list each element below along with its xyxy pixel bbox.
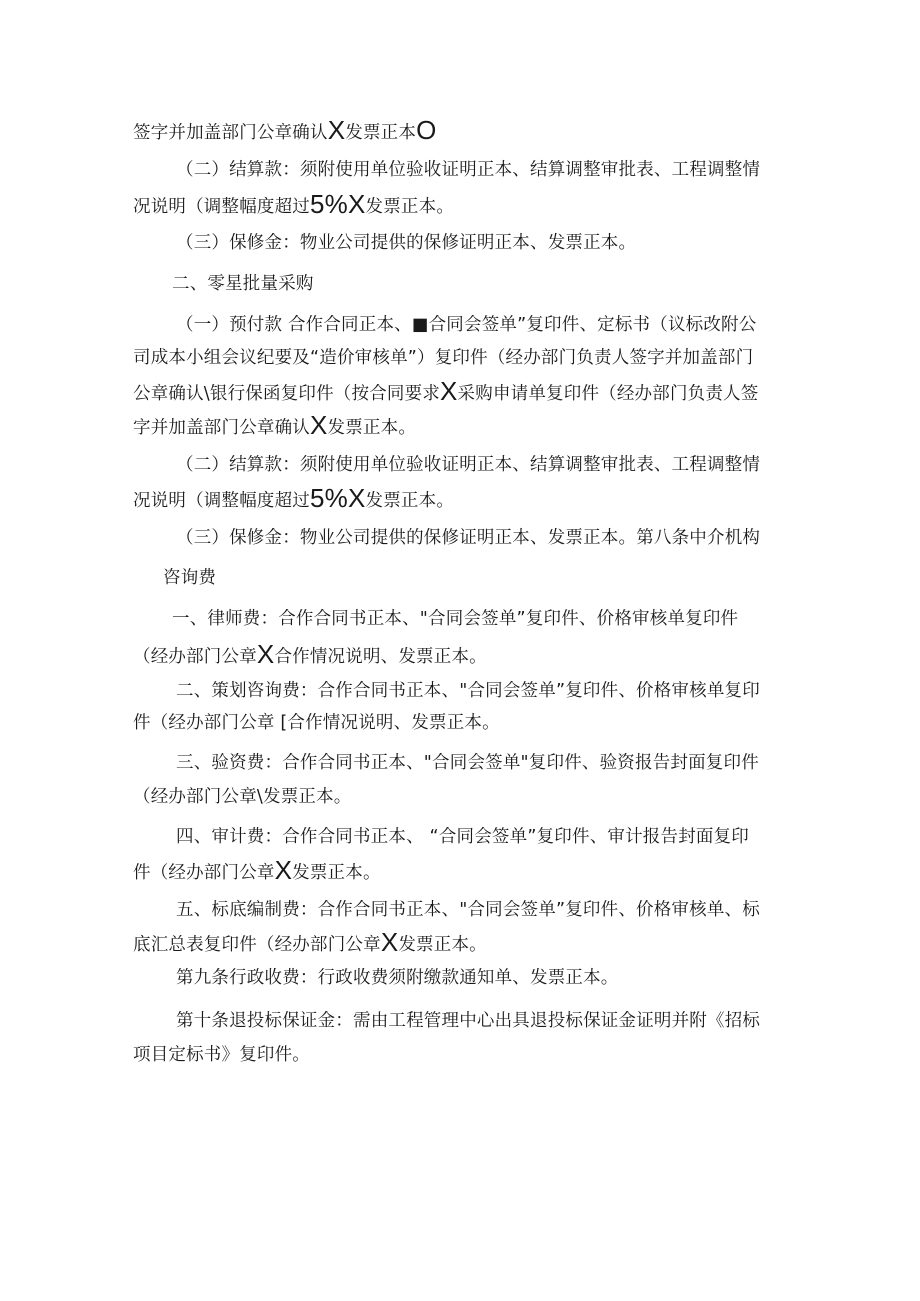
text-line: （经办部门公章\发票正本。 xyxy=(133,787,352,807)
text-line: （三）保修金：物业公司提供的保修证明正本、发票正本。 xyxy=(176,233,637,253)
text-line: （三）保修金：物业公司提供的保修证明正本、发票正本。第八条中介机构 xyxy=(176,528,761,548)
text-line: 字并加盖部门公章确认X发票正本。 xyxy=(133,410,417,440)
text-line: 二、策划咨询费：合作合同书正本、"合同会签单”复印件、价格审核单复印 xyxy=(176,681,760,701)
text-line: 件（经办部门公章 [合作情况说明、发票正本。 xyxy=(133,713,500,733)
text-line: 一、律师费：合作合同书正本、"合同会签单”复印件、价格审核单复印件 xyxy=(172,609,739,629)
text-line: 件（经办部门公章X发票正本。 xyxy=(133,855,381,885)
text-line: 项目定标书》复印件。 xyxy=(133,1045,310,1065)
text-line: 五、标底编制费：合作合同书正本、"合同会签单”复印件、价格审核单、标 xyxy=(176,900,760,920)
text-line: 公章确认\银行保函复印件（按合同要求X采购申请单复印件（经办部门负责人签 xyxy=(133,376,759,406)
text-line: 四、审计费：合作合同书正本、 “合同会签单”复印件、审计报告封面复印 xyxy=(176,827,749,847)
section-heading: 二、零星批量采购 xyxy=(172,274,314,294)
text-line: 况说明（调整幅度超过5%X发票正本。 xyxy=(133,189,455,219)
text-line: 况说明（调整幅度超过5%X发票正本。 xyxy=(133,483,455,513)
text-line: 签字并加盖部门公章确认X发票正本O xyxy=(133,115,437,145)
text-line: 司成本小组会议纪要及“造价审核单”）复印件（经办部门负责人签字并加盖部门 xyxy=(133,348,754,368)
text-line: （经办部门公章X合作情况说明、发票正本。 xyxy=(133,639,487,669)
text-line: （一）预付款 合作合同正本、■合同会签单”复印件、定标书（议标改附公 xyxy=(176,315,757,335)
text-line: 三、验资费：合作合同书正本、"合同会签单"复印件、验资报告封面复印件 xyxy=(176,753,759,773)
text-line: 第九条行政收费：行政收费须附缴款通知单、发票正本。 xyxy=(176,968,619,988)
text-line: （二）结算款：须附使用单位验收证明正本、结算调整审批表、工程调整情 xyxy=(176,160,761,180)
text-line: 第十条退投标保证金：需由工程管理中心出具退投标保证金证明并附《招标 xyxy=(176,1011,761,1031)
text-line: （二）结算款：须附使用单位验收证明正本、结算调整审批表、工程调整情 xyxy=(176,455,761,475)
text-line: 咨询费 xyxy=(163,568,217,588)
text-line: 底汇总表复印件（经办部门公章X发票正本。 xyxy=(133,927,487,957)
